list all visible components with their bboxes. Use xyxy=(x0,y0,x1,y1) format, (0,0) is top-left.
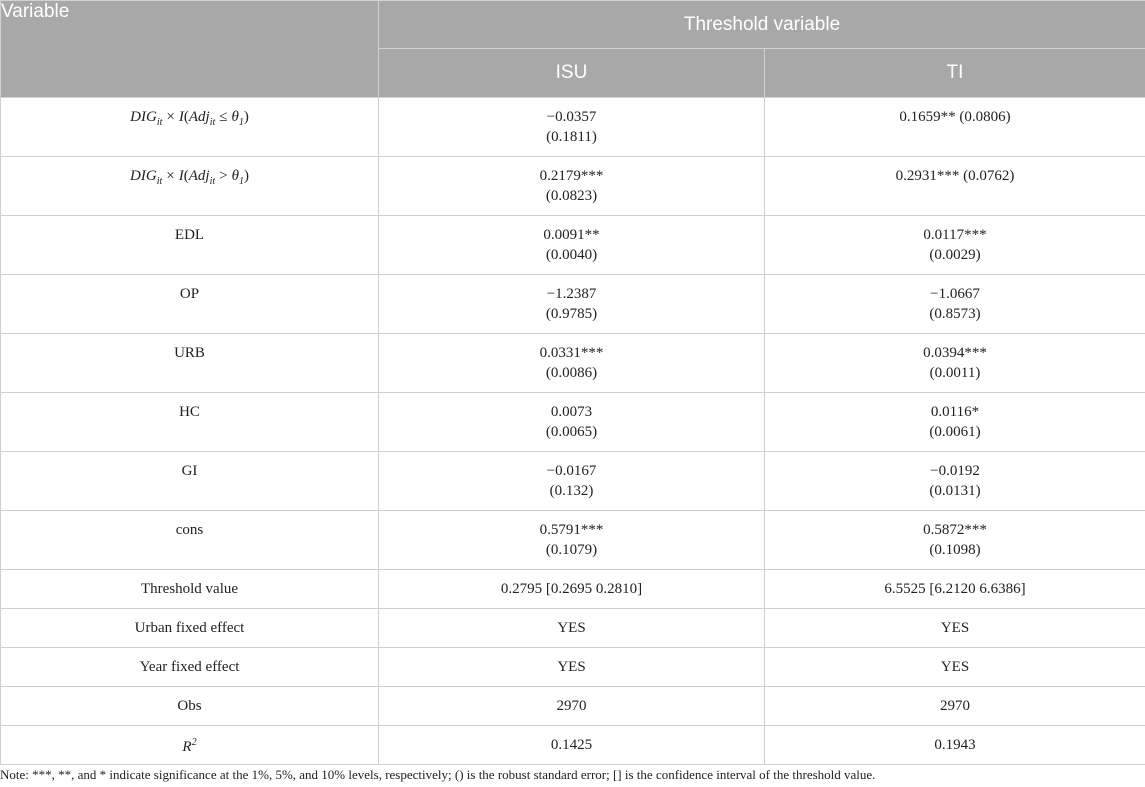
row-label: cons xyxy=(1,511,379,570)
row-label-r-squared xyxy=(1,726,379,765)
table-row xyxy=(1,216,1145,275)
table-row xyxy=(1,393,1145,452)
row-label: OP xyxy=(1,275,379,334)
table-note: Note: ***, **, and * indicate significance at the 1%, 5%, and 10% levels, respectively; () is the robust standard error; [] is the confidence interval of the threshold value. xyxy=(0,767,876,782)
table-row xyxy=(1,334,1145,393)
cell-ti: −1.0667 (0.8573) xyxy=(765,275,1145,334)
row-label: HC xyxy=(1,393,379,452)
table-row xyxy=(1,157,1145,216)
cell-isu: 0.0091** (0.0040) xyxy=(379,216,765,275)
cell-isu: 0.2179*** (0.0823) xyxy=(379,157,765,216)
math-formula: $DIG_{it} \times I(Adj_{it} > \theta_1)$ xyxy=(130,168,249,187)
cell-isu: −0.0357 (0.1811) xyxy=(379,98,765,157)
row-label: Urban fixed effect xyxy=(1,609,379,648)
row-label: EDL xyxy=(1,216,379,275)
variable-header: Variable xyxy=(1,1,379,98)
cell-ti: 0.5872*** (0.1098) xyxy=(765,511,1145,570)
cell-isu: −1.2387 (0.9785) xyxy=(379,275,765,334)
row-label: Threshold value xyxy=(1,570,379,609)
column-header-ti: TI xyxy=(765,49,1145,98)
cell-ti: YES xyxy=(765,609,1145,648)
cell-ti: 0.0117*** (0.0029) xyxy=(765,216,1145,275)
table-row xyxy=(1,609,1145,648)
row-label: URB xyxy=(1,334,379,393)
cell-isu: 0.0331*** (0.0086) xyxy=(379,334,765,393)
cell-isu: 0.2795 [0.2695 0.2810] xyxy=(379,570,765,609)
cell-ti: 6.5525 [6.2120 6.6386] xyxy=(765,570,1145,609)
row-label: Obs xyxy=(1,687,379,726)
cell-isu: −0.0167 (0.132) xyxy=(379,452,765,511)
table-row xyxy=(1,275,1145,334)
column-header-isu: ISU xyxy=(379,49,765,98)
cell-ti: 0.1659** (0.0806) xyxy=(765,98,1145,157)
cell-isu: YES xyxy=(379,609,765,648)
row-label-dig-le xyxy=(1,98,379,157)
cell-isu: 0.1425 xyxy=(379,726,765,765)
cell-ti: 0.0116* (0.0061) xyxy=(765,393,1145,452)
cell-ti: 2970 xyxy=(765,687,1145,726)
table-row xyxy=(1,726,1145,765)
table-row xyxy=(1,570,1145,609)
table-row xyxy=(1,648,1145,687)
row-label-dig-gt xyxy=(1,157,379,216)
math-formula: $DIG_{it} \times I(Adj_{it} \le \theta_1)$ xyxy=(130,109,249,128)
cell-isu: YES xyxy=(379,648,765,687)
cell-ti: −0.0192 (0.0131) xyxy=(765,452,1145,511)
cell-ti: 0.0394*** (0.0011) xyxy=(765,334,1145,393)
cell-ti: 0.1943 xyxy=(765,726,1145,765)
cell-ti: YES xyxy=(765,648,1145,687)
cell-isu: 2970 xyxy=(379,687,765,726)
cell-isu: 0.0073 (0.0065) xyxy=(379,393,765,452)
table-row xyxy=(1,98,1145,157)
table-row xyxy=(1,511,1145,570)
table-row xyxy=(1,687,1145,726)
header-row-top xyxy=(1,1,1145,49)
math-formula: $R^2$ xyxy=(182,737,197,755)
row-label: Year fixed effect xyxy=(1,648,379,687)
cell-isu: 0.5791*** (0.1079) xyxy=(379,511,765,570)
row-label: GI xyxy=(1,452,379,511)
table-row xyxy=(1,452,1145,511)
cell-ti: 0.2931*** (0.0762) xyxy=(765,157,1145,216)
threshold-variable-header: Threshold variable xyxy=(379,1,1145,49)
